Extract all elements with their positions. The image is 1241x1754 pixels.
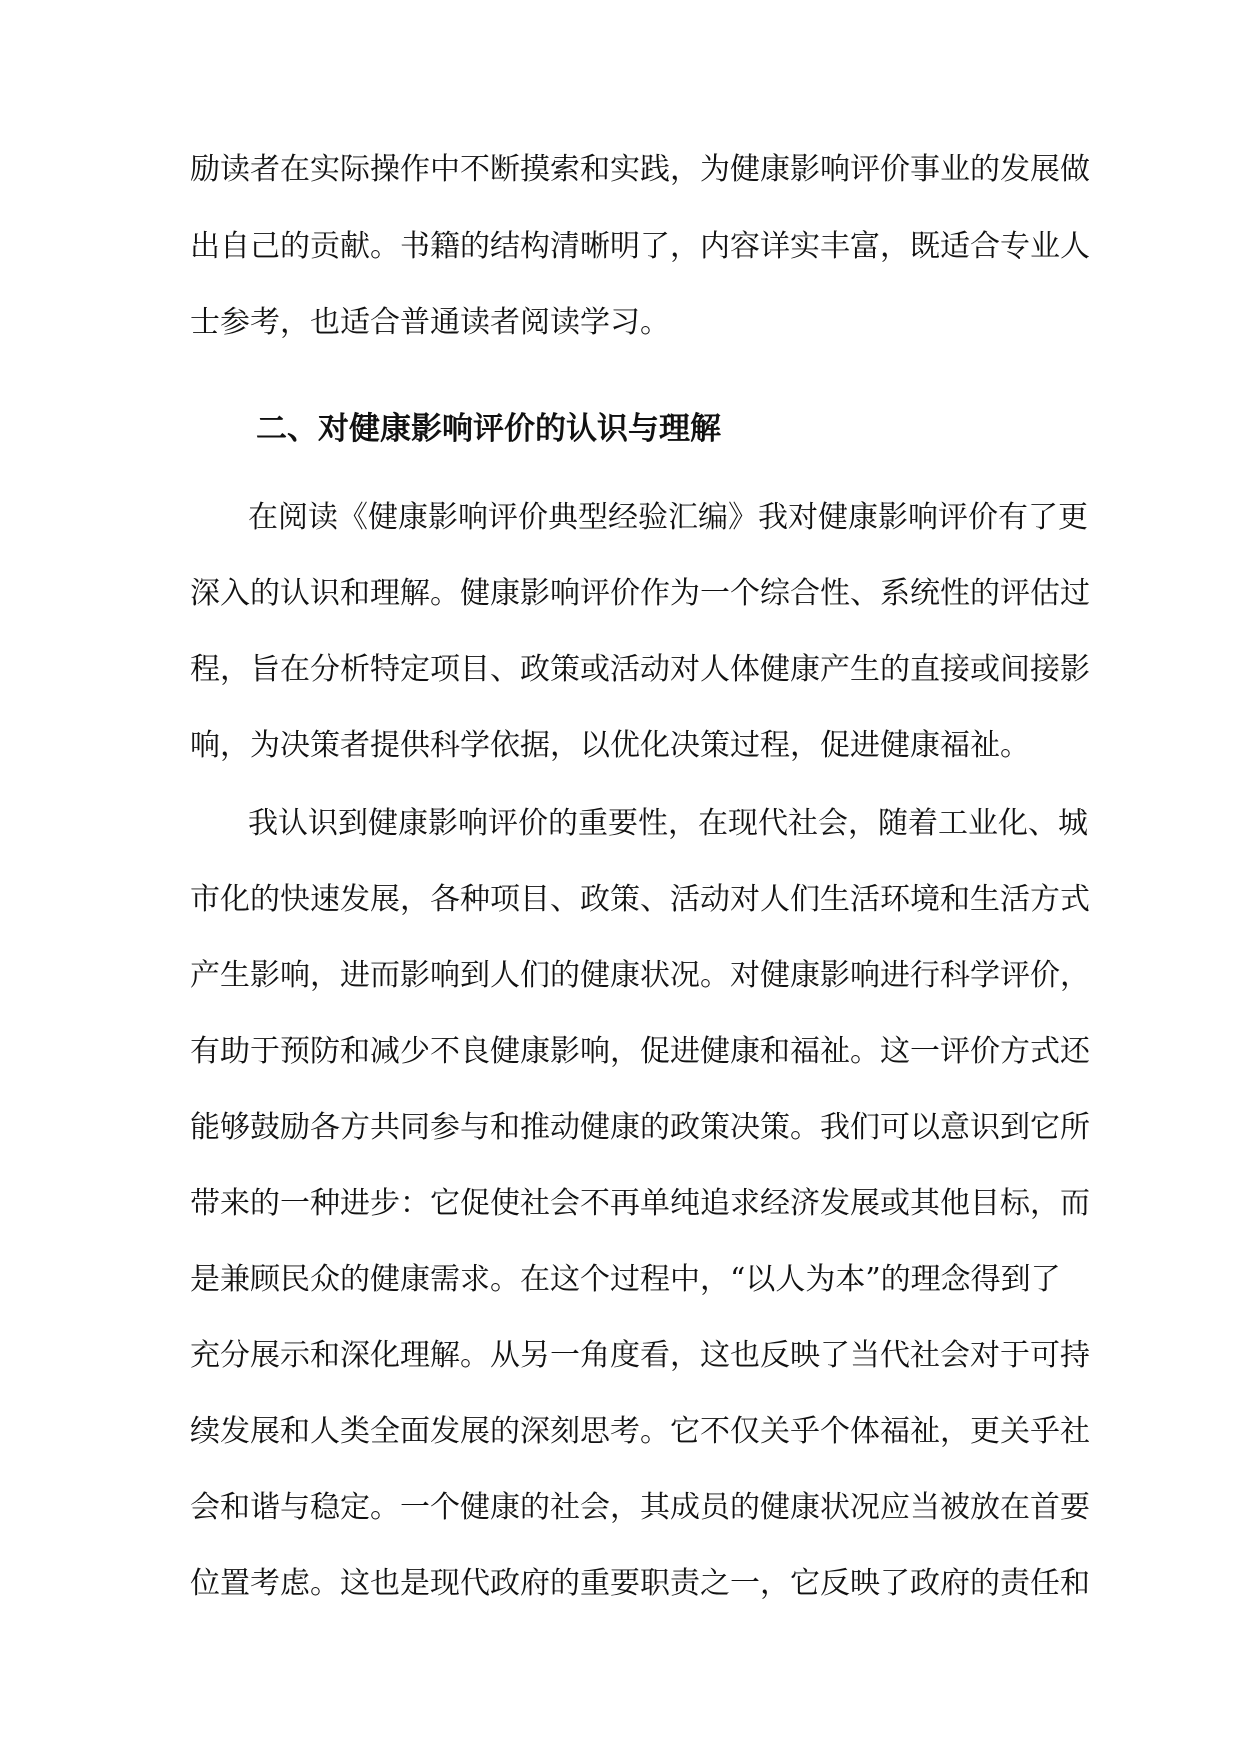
section-heading: 二、对健康影响评价的认识与理解 [256, 411, 721, 447]
paragraph-2-line-9: 续发展和人类全面发展的深刻思考。它不仅关乎个体福祉，更关乎社 [190, 1414, 1090, 1449]
paragraph-2-line-7: 是兼顾民众的健康需求。在这个过程中，“以人为本”的理念得到了 [190, 1262, 1061, 1297]
paragraph-1-line-4: 响，为决策者提供科学依据，以优化决策过程，促进健康福祉。 [190, 728, 1030, 763]
paragraph-2-line-1: 我认识到健康影响评价的重要性，在现代社会，随着工业化、城 [248, 806, 1088, 841]
paragraph-2-line-11: 位置考虑。这也是现代政府的重要职责之一，它反映了政府的责任和 [190, 1566, 1090, 1601]
paragraph-2-line-6: 带来的一种进步：它促使社会不再单纯追求经济发展或其他目标，而 [190, 1186, 1090, 1221]
paragraph-1-line-2: 深入的认识和理解。健康影响评价作为一个综合性、系统性的评估过 [190, 576, 1090, 611]
paragraph-1-line-3: 程，旨在分析特定项目、政策或活动对人体健康产生的直接或间接影 [190, 652, 1090, 687]
paragraph-2-line-8: 充分展示和深化理解。从另一角度看，这也反映了当代社会对于可持 [190, 1338, 1090, 1373]
paragraph-2-line-5: 能够鼓励各方共同参与和推动健康的政策决策。我们可以意识到它所 [190, 1110, 1090, 1145]
intro-line-1: 励读者在实际操作中不断摸索和实践，为健康影响评价事业的发展做 [190, 152, 1090, 187]
paragraph-2-line-3: 产生影响，进而影响到人们的健康状况。对健康影响进行科学评价， [190, 958, 1090, 993]
paragraph-2-line-2: 市化的快速发展，各种项目、政策、活动对人们生活环境和生活方式 [190, 882, 1090, 917]
paragraph-2-line-10: 会和谐与稳定。一个健康的社会，其成员的健康状况应当被放在首要 [190, 1490, 1090, 1525]
paragraph-2-line-4: 有助于预防和减少不良健康影响，促进健康和福祉。这一评价方式还 [190, 1034, 1090, 1069]
paragraph-1-line-1: 在阅读《健康影响评价典型经验汇编》我对健康影响评价有了更 [248, 500, 1088, 535]
intro-line-2: 出自己的贡献。书籍的结构清晰明了，内容详实丰富，既适合专业人 [190, 229, 1090, 264]
intro-line-3: 士参考，也适合普通读者阅读学习。 [190, 305, 670, 340]
